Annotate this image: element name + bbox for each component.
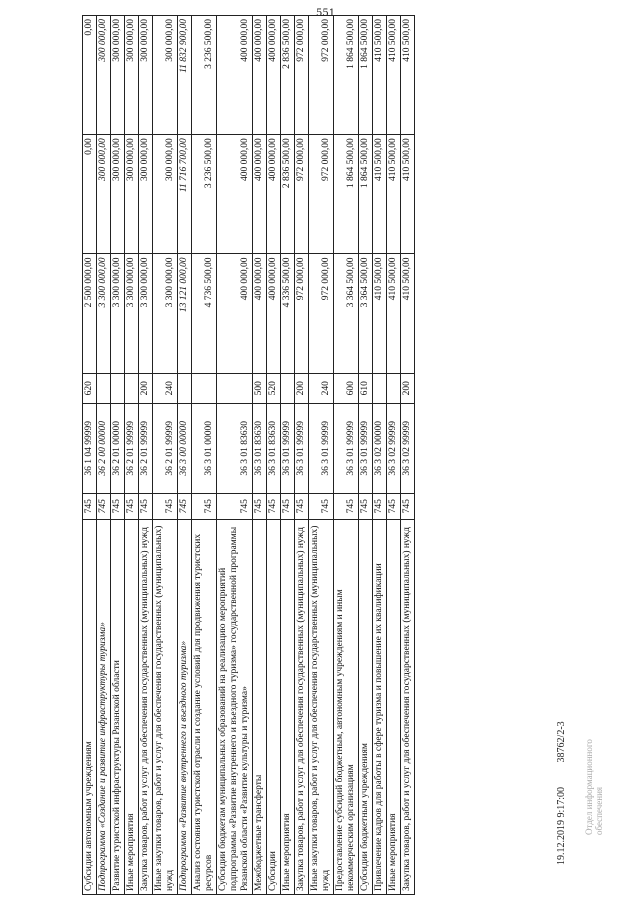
- stamp-line-1: Отдел информационного: [584, 739, 594, 835]
- row-name: Межбюджетные трансферты: [253, 519, 267, 894]
- row-value-2022: 3 236 500,00: [192, 16, 217, 135]
- row-value-2020: 3 300 000,00: [125, 254, 139, 373]
- row-value-2021: 400 000,00: [217, 135, 253, 254]
- row-value-2020: 13 121 000,00: [178, 254, 192, 373]
- row-name: Иные мероприятия: [281, 519, 295, 894]
- row-vr: 520: [267, 373, 281, 403]
- table-row: [309, 16, 334, 895]
- row-vr: [97, 373, 111, 403]
- row-value-2020: 3 364 500,00: [359, 254, 373, 373]
- row-name: Подпрограмма «Создание и развитие инфраструктуры туризма»: [97, 519, 111, 894]
- row-value-2021: 410 500,00: [401, 135, 415, 254]
- row-name: Закупка товаров, работ и услуг для обеспечения государственных (муниципальных) нужд: [295, 519, 309, 894]
- row-vr: 240: [153, 373, 178, 403]
- row-value-2021: 11 716 700,00: [178, 135, 192, 254]
- row-csr: 36 3 01 99999: [309, 403, 334, 493]
- footer: [556, 699, 567, 865]
- row-csr: 36 3 00 00000: [178, 403, 192, 493]
- row-value-2020: 972 000,00: [309, 254, 334, 373]
- row-gr: 745: [334, 493, 359, 519]
- footer-date: 19.12.2019 9:17:00: [556, 786, 567, 865]
- table-row: [359, 16, 373, 895]
- row-gr: 745: [97, 493, 111, 519]
- row-value-2020: 3 300 000,00: [139, 254, 153, 373]
- row-vr: [281, 373, 295, 403]
- row-csr: 36 3 01 83630: [217, 403, 253, 493]
- row-csr: 36 3 01 99999: [359, 403, 373, 493]
- row-gr: 745: [217, 493, 253, 519]
- row-gr: 745: [253, 493, 267, 519]
- row-vr: 200: [139, 373, 153, 403]
- row-gr: 745: [267, 493, 281, 519]
- row-gr: 745: [153, 493, 178, 519]
- row-name: Привлечение кадров для работы в сфере туризма и повышение их квалификации: [373, 519, 387, 894]
- row-value-2022: 1 864 500,00: [334, 16, 359, 135]
- row-value-2020: 4 336 500,00: [281, 254, 295, 373]
- row-vr: [192, 373, 217, 403]
- row-value-2022: 410 500,00: [387, 16, 401, 135]
- row-gr: 745: [359, 493, 373, 519]
- row-csr: 36 1 04 99999: [83, 403, 97, 493]
- stamp: [584, 739, 604, 835]
- row-value-2020: 410 500,00: [373, 254, 387, 373]
- row-name: Иные мероприятия: [125, 519, 139, 894]
- row-gr: 745: [125, 493, 139, 519]
- row-csr: 36 2 01 99999: [153, 403, 178, 493]
- row-vr: [373, 373, 387, 403]
- row-name: Предоставление субсидий бюджетным, автономным учреждениям и иным некоммерческим организациям: [334, 519, 359, 894]
- row-value-2022: 300 000,00: [139, 16, 153, 135]
- row-csr: 36 3 01 83630: [253, 403, 267, 493]
- row-gr: 745: [192, 493, 217, 519]
- table-row: [295, 16, 309, 895]
- row-name: Субсидии: [267, 519, 281, 894]
- row-vr: 200: [295, 373, 309, 403]
- row-value-2020: 3 300 000,00: [153, 254, 178, 373]
- table-row: [139, 16, 153, 895]
- row-value-2022: 410 500,00: [373, 16, 387, 135]
- row-value-2021: 300 000,00: [153, 135, 178, 254]
- row-gr: 745: [373, 493, 387, 519]
- row-csr: 36 3 01 99999: [295, 403, 309, 493]
- row-gr: 745: [387, 493, 401, 519]
- footer-doc-id: 38762/2-3: [556, 721, 567, 763]
- row-value-2022: 1 864 500,00: [359, 16, 373, 135]
- row-vr: 600: [334, 373, 359, 403]
- row-value-2022: 972 000,00: [309, 16, 334, 135]
- row-value-2021: 300 000,00: [139, 135, 153, 254]
- table-row: [217, 16, 253, 895]
- row-value-2021: 1 864 500,00: [359, 135, 373, 254]
- row-name: Субсидии бюджетным учреждениям: [359, 519, 373, 894]
- row-value-2020: 410 500,00: [387, 254, 401, 373]
- row-value-2022: 300 000,00: [97, 16, 111, 135]
- row-csr: 36 3 02 99999: [401, 403, 415, 493]
- row-value-2020: 3 364 500,00: [334, 254, 359, 373]
- row-name: Иные закупки товаров, работ и услуг для обеспечения государственных (муниципальных) нужд: [153, 519, 178, 894]
- row-value-2021: 3 236 500,00: [192, 135, 217, 254]
- budget-table: [82, 15, 415, 895]
- row-value-2022: 410 500,00: [401, 16, 415, 135]
- row-vr: 500: [253, 373, 267, 403]
- row-value-2022: 300 000,00: [111, 16, 125, 135]
- budget-table-body: [83, 16, 415, 895]
- row-gr: 745: [295, 493, 309, 519]
- row-vr: [125, 373, 139, 403]
- row-value-2020: 4 736 500,00: [192, 254, 217, 373]
- row-value-2020: 3 300 000,00: [97, 254, 111, 373]
- row-csr: 36 2 01 00000: [111, 403, 125, 493]
- row-value-2021: 410 500,00: [387, 135, 401, 254]
- row-value-2022: 400 000,00: [253, 16, 267, 135]
- page-number: 551: [316, 8, 336, 19]
- row-value-2021: 0,00: [83, 135, 97, 254]
- row-csr: 36 2 01 99999: [139, 403, 153, 493]
- row-name: Анализ состояния туристской отрасли и создание условий для продвижения туристских ресурсов: [192, 519, 217, 894]
- row-name: Субсидии автономным учреждениям: [83, 519, 97, 894]
- row-name: Развитие туристской инфраструктуры Рязанской области: [111, 519, 125, 894]
- row-value-2022: 2 836 500,00: [281, 16, 295, 135]
- row-gr: 745: [281, 493, 295, 519]
- row-value-2021: 1 864 500,00: [334, 135, 359, 254]
- row-value-2021: 300 000,00: [111, 135, 125, 254]
- table-row: [281, 16, 295, 895]
- row-name: Иные закупки товаров, работ и услуг для обеспечения государственных (муниципальных) нужд: [309, 519, 334, 894]
- table-row: [83, 16, 97, 895]
- row-name: Иные мероприятия: [387, 519, 401, 894]
- row-vr: 200: [401, 373, 415, 403]
- row-value-2022: 400 000,00: [267, 16, 281, 135]
- row-value-2020: 410 500,00: [401, 254, 415, 373]
- table-row: [401, 16, 415, 895]
- row-name: Подпрограмма «Развитие внутреннего и въездного туризма»: [178, 519, 192, 894]
- row-value-2020: 400 000,00: [267, 254, 281, 373]
- row-vr: 610: [359, 373, 373, 403]
- table-row: [97, 16, 111, 895]
- row-gr: 745: [401, 493, 415, 519]
- row-csr: 36 3 01 99999: [334, 403, 359, 493]
- table-row: [267, 16, 281, 895]
- row-csr: 36 3 01 00000: [192, 403, 217, 493]
- row-vr: 620: [83, 373, 97, 403]
- row-vr: [111, 373, 125, 403]
- row-gr: 745: [111, 493, 125, 519]
- row-value-2020: 400 000,00: [217, 254, 253, 373]
- row-value-2022: 0,00: [83, 16, 97, 135]
- row-gr: 745: [83, 493, 97, 519]
- row-vr: [178, 373, 192, 403]
- row-vr: [387, 373, 401, 403]
- row-value-2022: 400 000,00: [217, 16, 253, 135]
- row-value-2020: 2 500 000,00: [83, 254, 97, 373]
- row-vr: 240: [309, 373, 334, 403]
- row-gr: 745: [178, 493, 192, 519]
- table-row: [373, 16, 387, 895]
- table-row: [387, 16, 401, 895]
- row-value-2020: 972 000,00: [295, 254, 309, 373]
- row-csr: 36 2 00 00000: [97, 403, 111, 493]
- table-row: [334, 16, 359, 895]
- row-csr: 36 3 02 00000: [373, 403, 387, 493]
- stamp-line-2: обеспечения: [594, 786, 604, 835]
- row-value-2021: 300 000,00: [125, 135, 139, 254]
- row-csr: 36 3 02 99999: [387, 403, 401, 493]
- row-value-2021: 410 500,00: [373, 135, 387, 254]
- row-value-2020: 400 000,00: [253, 254, 267, 373]
- table-row: [178, 16, 192, 895]
- row-value-2021: 972 000,00: [295, 135, 309, 254]
- row-gr: 745: [139, 493, 153, 519]
- row-name: Закупка товаров, работ и услуг для обеспечения государственных (муниципальных) нужд: [139, 519, 153, 894]
- row-value-2021: 2 836 500,00: [281, 135, 295, 254]
- row-gr: 745: [309, 493, 334, 519]
- row-value-2022: 972 000,00: [295, 16, 309, 135]
- row-value-2022: 11 832 900,00: [178, 16, 192, 135]
- row-csr: 36 2 01 99999: [125, 403, 139, 493]
- row-value-2020: 3 300 000,00: [111, 254, 125, 373]
- row-name: Субсидии бюджетам муниципальных образований на реализацию мероприятий подпрограммы «Развитие внутреннего и въездного туризма» государственной программы Рязанской области «Развитие культуры и туризма»: [217, 519, 253, 894]
- table-row: [192, 16, 217, 895]
- row-value-2021: 972 000,00: [309, 135, 334, 254]
- row-csr: 36 3 01 99999: [281, 403, 295, 493]
- table-row: [125, 16, 139, 895]
- table-row: [111, 16, 125, 895]
- row-value-2022: 300 000,00: [153, 16, 178, 135]
- row-name: Закупка товаров, работ и услуг для обеспечения государственных (муниципальных) нужд: [401, 519, 415, 894]
- table-row: [253, 16, 267, 895]
- row-vr: [217, 373, 253, 403]
- row-value-2022: 300 000,00: [125, 16, 139, 135]
- row-csr: 36 3 01 83630: [267, 403, 281, 493]
- row-value-2021: 400 000,00: [267, 135, 281, 254]
- table-row: [153, 16, 178, 895]
- row-value-2021: 400 000,00: [253, 135, 267, 254]
- row-value-2021: 300 000,00: [97, 135, 111, 254]
